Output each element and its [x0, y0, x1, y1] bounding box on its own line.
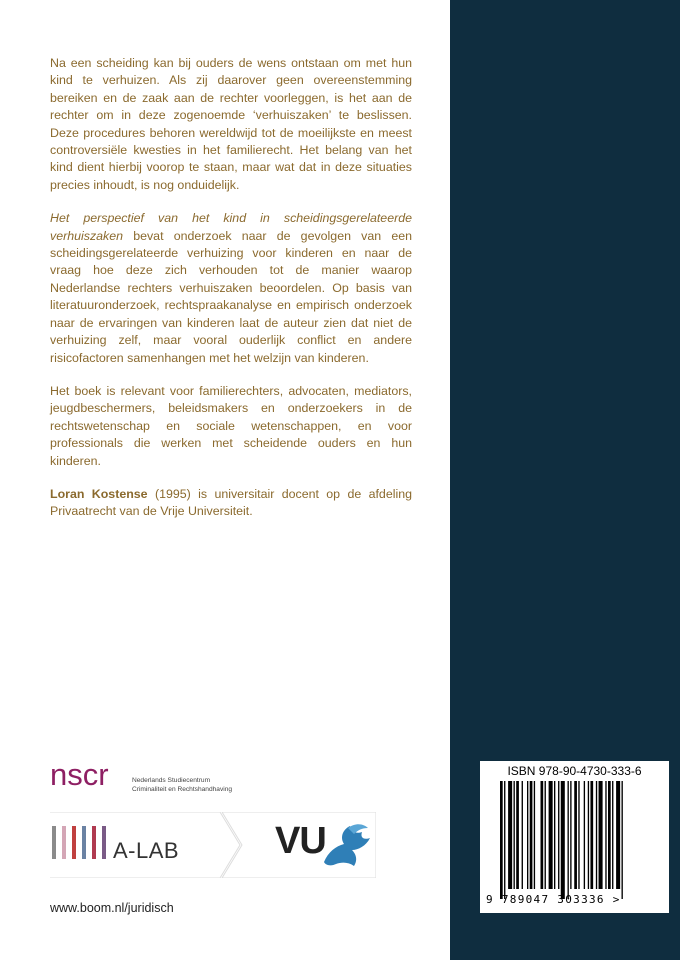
barcode-bar: [596, 781, 597, 889]
barcode-bar: [516, 781, 519, 889]
blurb-paragraph-2: [50, 210, 412, 367]
barcode-bar: [554, 781, 555, 889]
barcode-bar: [605, 781, 606, 889]
barcode-bar: [508, 781, 512, 889]
partner-logos-strip: [50, 812, 376, 878]
vu-griffin-icon: [318, 818, 374, 870]
barcode-bar: [561, 781, 565, 899]
nscr-subtitle: [132, 776, 232, 794]
barcode-bar: [527, 781, 528, 889]
nscr-logo: [50, 758, 260, 798]
vu-wordmark: VU: [275, 820, 326, 862]
barcode-bar: [608, 781, 611, 889]
blurb-paragraph-2-body: bevat onderzoek naar de gevolgen van een scheidingsgerelateerde verhuizing voor kinderen en naar de vraag hoe deze zich verhouden tot de manier waarop Nederlandse rechters verhuiszaken beoordelen. Op basis van literatuuronderzoek, rechtspraakanalyse en empirisch onderzoek naar de ervaringen van kinderen laat de auteur zien dat niet de verhuizing zelf, maar vooral ouderlijk conflict en andere risicofactoren samenhangen met het welzijn van kinderen.: [50, 228, 412, 365]
barcode-bar: [522, 781, 523, 889]
barcode-bar: [541, 781, 544, 889]
barcode-bar: [590, 781, 593, 889]
barcode-bar: [578, 781, 579, 889]
a-lab-wordmark: A-LAB: [113, 838, 180, 863]
barcode-bar: [616, 781, 620, 889]
barcode-bar: [514, 781, 515, 889]
barcode-bar: [530, 781, 533, 889]
barcode-bar: [504, 781, 505, 899]
book-title-inline: Het perspectief van het kind in scheidingsgerelateerde verhuiszaken: [50, 211, 412, 243]
back-cover-blurb: [50, 55, 412, 537]
barcode: [500, 781, 664, 899]
barcode-bar: [549, 781, 553, 889]
barcode-bar: [558, 781, 559, 889]
isbn-label: ISBN 978-90-4730-333-6: [507, 764, 642, 778]
barcode-bar: [534, 781, 535, 889]
a-lab-bars-icon: [50, 823, 110, 859]
isbn-barcode-digits: 9 789047 303336 >: [486, 893, 621, 906]
barcode-bar: [588, 781, 589, 889]
barcode-bar: [574, 781, 577, 889]
barcode-bar: [599, 781, 603, 889]
nscr-subtitle-line-1: Nederlands Studiecentrum: [132, 777, 211, 784]
barcode-bar: [584, 781, 585, 889]
isbn-barcode-block: [480, 761, 669, 913]
author-bio: [50, 486, 412, 521]
author-bio-body: (1995) is universitair docent op de afdeling Privaatrecht van de Vrije Universiteit.: [50, 486, 412, 519]
barcode-bar: [545, 781, 546, 889]
blurb-paragraph-3: Het boek is relevant voor familierechters, advocaten, mediators, jeugdbeschermers, beleidsmakers en onderzoekers in de rechtswetenschap en sociale wetenschappen, en voor professionals die werken met scheidende ouders en hun kinderen.: [50, 383, 412, 468]
nscr-subtitle-line-2: Criminaliteit en Rechtshandhaving: [132, 786, 233, 793]
barcode-bar: [612, 781, 613, 889]
nscr-wordmark: nscr: [50, 757, 109, 792]
publisher-url: www.boom.nl/juridisch: [50, 901, 174, 915]
barcode-bar: [570, 781, 571, 889]
blurb-paragraph-1: Na een scheiding kan bij ouders de wens ontstaan om met hun kind te verhuizen. Als zij daarover geen overeenstemming bereiken en de zaak aan de rechter voorleggen, is het aan de rechter om in deze zogenoemde ‘verhuiszaken’ te beslissen. Deze procedures behoren wereldwijd tot de moeilijkste en meest controversiële kwesties in het familierecht. Het belang van het kind dient hierbij voorop te staan, maar wat dat in deze situaties precies inhoudt, is nog onduidelijk.: [50, 56, 412, 192]
barcode-bar: [568, 781, 569, 899]
barcode-bar: [622, 781, 623, 899]
author-name: Loran Kostense: [50, 486, 148, 501]
barcode-bar: [500, 781, 503, 899]
